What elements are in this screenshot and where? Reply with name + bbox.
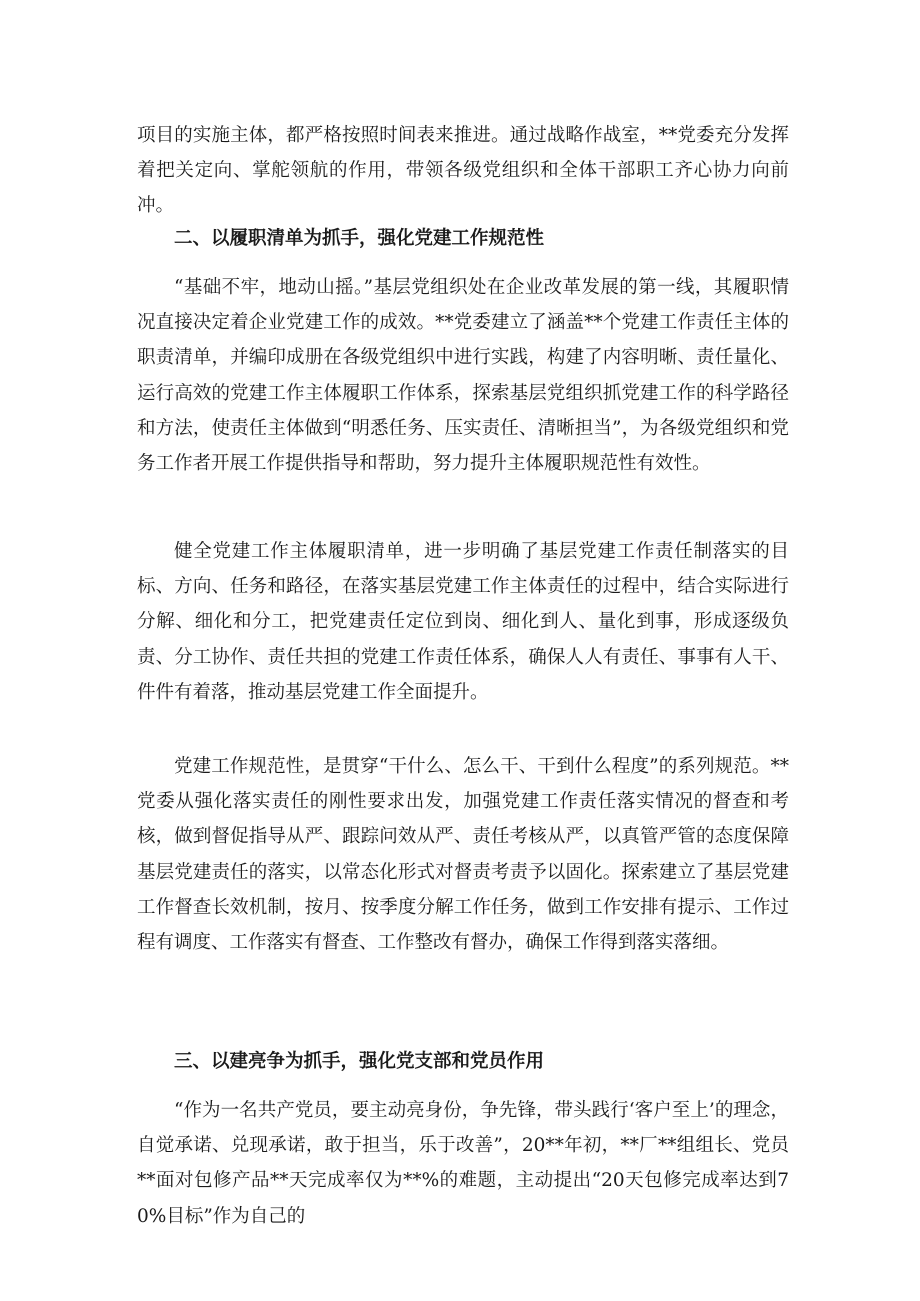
paragraph-section2-2: 健全党建工作主体履职清单，进一步明确了基层党建工作责任制落实的目标、方向、任务和路径，在落实基层党建工作主体责任的过程中，结合实际进行分解、细化和分工，把党建责任定位到岗、细化到人、量化到事，形成逐级负责、分工协作、责任共担的党建工作责任体系，确保人人有责任、事事有人干、件件有着落，推动基层党建工作全面提升。 (137, 541, 789, 703)
paragraph-section2-3: 党建工作规范性，是贯穿“干什么、怎么干、干到什么程度”的系列规范。**党委从强化落实责任的刚性要求出发，加强党建工作责任落实情况的督查和考核，做到督促指导从严、跟踪问效从严、责任考核从严，以真管严管的态度保障基层党建责任的落实，以常态化形式对督责考责予以固化。探索建立了基层党建工作督查长效机制，按月、按季度分解工作任务，做到工作安排有提示、工作过程有调度、工作落实有督查、工作整改有督办，确保工作得到落实落细。 (137, 756, 789, 954)
paragraph-section3-1: “作为一名共产党员，要主动亮身份，争先锋，带头践行‘客户至上’的理念，自觉承诺、兑现承诺，敢于担当，乐于改善”，20**年初，**厂**组组长、党员**面对包修产品**天完成率仅为**%的难题，主动提出“20天包修完成率达到70%目标”作为自己的 (137, 1100, 789, 1227)
paragraph-intro-continuation: 项目的实施主体，都严格按照时间表来推进。通过战略作战室，**党委充分发挥着把关定向、掌舵领航的作用，带领各级党组织和全体干部职工齐心协力向前冲。 (137, 125, 789, 217)
section-heading-3: 三、以建亮争为抓手，强化党支部和党员作用 (174, 1051, 545, 1072)
paragraph-section2-1: “基础不牢，地动山摇。”基层党组织处在企业改革发展的第一线，其履职情况直接决定着企业党建工作的成效。**党委建立了涵盖**个党建工作责任主体的职责清单，并编印成册在各级党组织中进行实践，构建了内容明晰、责任量化、运行高效的党建工作主体履职工作体系，探索基层党组织抓党建工作的科学路径和方法，使责任主体做到“明悉任务、压实责任、清晰担当”，为各级党组织和党务工作者开展工作提供指导和帮助，努力提升主体履职规范性有效性。 (137, 277, 789, 475)
section-heading-2: 二、以履职清单为抓手，强化党建工作规范性 (174, 228, 545, 249)
